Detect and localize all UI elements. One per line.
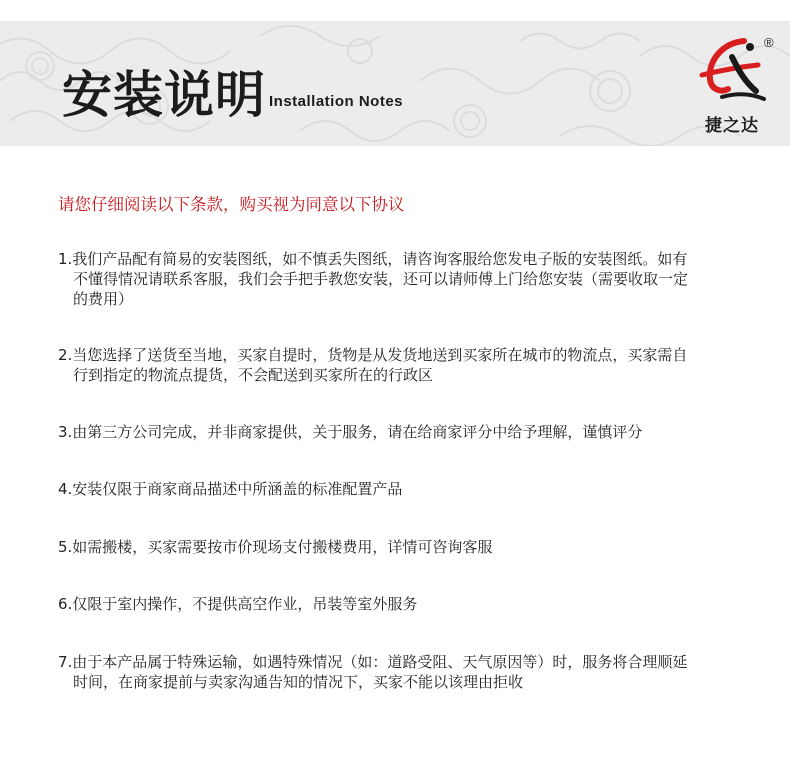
note-item-5: [58, 537, 738, 557]
header-banner: [0, 21, 790, 146]
note-line: 2.当您选择了送货至当地，买家自提时，货物是从发货地送到买家所在城市的物流点，买家需自: [58, 346, 688, 364]
note-item-2: [58, 345, 738, 385]
brand-name: 捷之达: [705, 116, 759, 136]
note-line: 1.我们产品配有简易的安装图纸，如不慎丢失图纸，请咨询客服给您发电子版的安装图纸。如有: [58, 250, 688, 268]
note-line: 时间，在商家提前与卖家沟通告知的情况下，买家不能以该理由拒收: [73, 673, 524, 691]
brand-logo: [692, 31, 782, 143]
note-line: 6.仅限于室内操作，不提供高空作业，吊装等室外服务: [58, 595, 418, 613]
note-line: 4.安装仅限于商家商品描述中所涵盖的标准配置产品: [58, 480, 403, 498]
page-subtitle: Installation Notes: [269, 93, 404, 110]
notice-text: 请您仔细阅读以下条款，购买视为同意以下协议: [58, 195, 405, 214]
note-item-4: [58, 479, 738, 499]
note-item-1: [58, 249, 738, 309]
note-item-3: [58, 422, 738, 442]
brand-mark-icon: [692, 31, 772, 111]
note-item-7: [58, 652, 738, 692]
page-title: 安装说明: [62, 66, 266, 124]
registered-mark: ®: [764, 35, 774, 50]
note-line: 不懂得情况请联系客服，我们会手把手教您安装，还可以请师傅上门给您安装（需要收取一定: [73, 270, 689, 288]
note-item-6: [58, 594, 738, 614]
note-line: 3.由第三方公司完成，并非商家提供，关于服务，请在给商家评分中给予理解，谨慎评分: [58, 423, 643, 441]
note-line: 7.由于本产品属于特殊运输，如遇特殊情况（如：道路受阻、天气原因等）时，服务将合理顺延: [58, 653, 688, 671]
note-line: 的费用）: [73, 290, 134, 308]
note-line: 5.如需搬楼，买家需要按市价现场支付搬楼费用，详情可咨询客服: [58, 538, 493, 556]
note-line: 行到指定的物流点提货，不会配送到买家所在的行政区: [73, 366, 434, 384]
top-margin: [0, 0, 790, 21]
